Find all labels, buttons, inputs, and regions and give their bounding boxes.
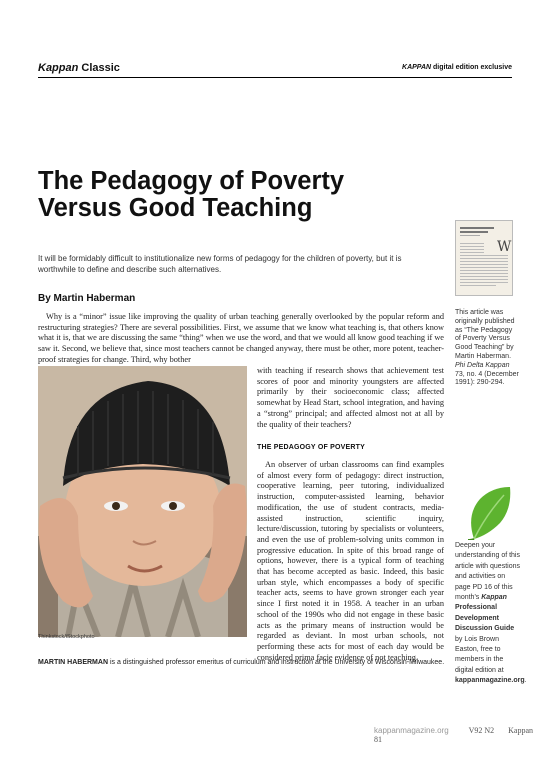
original-publication-note	[455, 309, 519, 388]
author-bio	[38, 659, 468, 666]
discussion-guide-note	[455, 541, 527, 687]
edition-label	[402, 64, 512, 71]
deepen-end: .	[524, 677, 527, 685]
intro-paragraph	[38, 312, 444, 366]
deepen-guide: Professional Development Discussion Guide	[455, 604, 515, 633]
note-journal: Phi Delta Kappan	[455, 361, 510, 369]
intro-text: Why is a “minor” issue like improving the quality of urban teaching generally overlooked by the popular reform and restructuring strategies? There are several possibilities. First, we assume that we know what teaching is, that others know what it is, that we are discussing the same “thing” when we use the word, and that we would all know good teaching if we saw it. Second, we believe that, since most teachers cannot be changed anyway, there must be other, more potent, teacher-proof strategies for change. Third, why bother	[38, 312, 444, 364]
note-post: 73, no. 4 (December 1991): 290-294.	[455, 370, 519, 387]
deepen-journal: Kappan	[481, 594, 507, 602]
column-paragraph-2	[257, 460, 444, 663]
section-brand: Kappan	[38, 62, 79, 74]
title-line-1: The Pedagogy of Poverty	[38, 167, 345, 195]
footer-volume: V92 N2	[468, 726, 495, 735]
section-subhead: THE PEDAGOGY OF POVERTY	[257, 444, 365, 451]
leaf-icon	[462, 485, 512, 540]
photo-credit: Thinkstock/iStockphoto	[38, 634, 95, 640]
kappan-url-link[interactable]: kappanmagazine.org	[455, 677, 525, 685]
column-paragraph-1: with teaching if research shows that achievement test scores of poor and minority youngsters are affected primarily by their socioeconomic class; affected somewhat by Head Start, school integration, and having a “strong” principal; and affected almost not at all by the quality of their teachers?	[257, 366, 444, 429]
edition-brand: KAPPAN	[402, 64, 432, 71]
note-pre: This article was originally published as “The Pedagogy of Poverty Versus Good Teaching” by Martin Haberman.	[455, 309, 515, 360]
section-name: Classic	[78, 62, 120, 74]
section-label	[38, 62, 120, 74]
title-line-2: Versus Good Teaching	[38, 194, 313, 222]
footer-url[interactable]: kappanmagazine.org	[374, 726, 449, 735]
author-name: MARTIN HABERMAN	[38, 659, 108, 666]
column-paragraph-2-text: An observer of urban classrooms can find examples of almost every form of pedagogy: direct instruction, cooperative learning, peer tutoring, individualized instruction, computer-assisted learning, behavior modification, the use of student contracts, media-assisted instruction, scientific inquiry, lecture/discussion, tutoring by specialists or volunteers, and even the use of problem-solving units common in progressive education. In spite of this broad range of options, however, there is a typical form of teaching that has become accepted as basic. Indeed, this basic urban style, which encompasses a body of specific teacher acts, seems to have grown stronger each year since I first noted it in 1958. A teacher in an urban school of the 1990s who did not engage in these basic acts as the primary means of instruction would be regarded as deviant. In most urban schools, not performing these acts for most of each day would be considered prima facie evidence of not teaching.	[257, 460, 444, 662]
page-number: 81	[374, 735, 382, 744]
article-deck: It will be formidably difficult to institutionalize new forms of pedagogy for the children of poverty, but it is worthwhile to define and describe such alternatives.	[38, 254, 402, 274]
deepen-mid: by Lois Brown Easton, free to members in the digital edition at	[455, 635, 504, 674]
article-title	[38, 168, 438, 222]
edition-name: digital edition exclusive	[431, 64, 512, 71]
header-rule	[38, 77, 512, 78]
boy-photo	[38, 366, 247, 637]
svg-text:W: W	[497, 239, 512, 255]
byline: By Martin Haberman	[38, 293, 136, 304]
page-footer	[374, 726, 550, 744]
footer-journal: Kappan	[508, 726, 534, 735]
author-bio-text: is a distinguished professor emeritus of curriculum and instruction at the University of Wisconsin-Milwaukee.	[108, 659, 445, 666]
original-article-thumbnail	[455, 220, 513, 296]
deepen-pre: Deepen your understanding of this article with questions and activities on page PD 16 of this month's	[455, 542, 520, 602]
